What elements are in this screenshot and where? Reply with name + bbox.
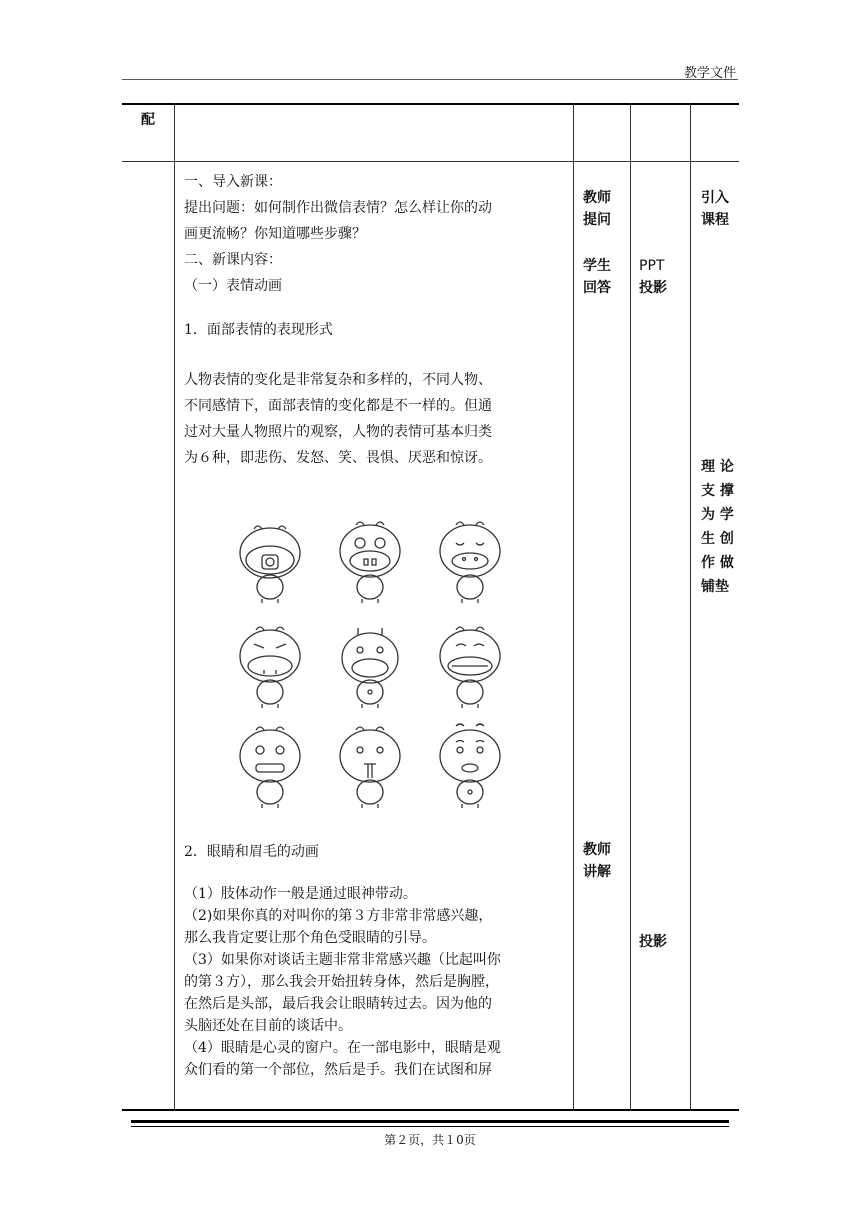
paragraph-line: 人物表情的变化是非常复杂和多样的，不同人物、 — [184, 372, 492, 388]
paragraph-line: （4）眼睛是心灵的窗户。在一部电影中，眼睛是观 — [184, 1040, 501, 1056]
paragraph-line: 众们看的第一个部位，然后是手。我们在试图和屏 — [184, 1062, 492, 1078]
table-top-border — [122, 103, 739, 105]
teacher-activity-ask — [583, 187, 611, 231]
column-divider — [690, 103, 691, 1111]
paragraph-line: 在然后是头部，最后我会让眼睛转过去。因为他的 — [184, 996, 492, 1012]
paragraph-line: （2)如果你真的对叫你的第３方非常非常感兴趣， — [184, 908, 493, 924]
subsection-heading-1: 1．面部表情的表现形式 — [184, 322, 333, 338]
hippo-sketch — [230, 515, 310, 605]
student-activity-line: 回答 — [583, 280, 611, 296]
row-divider — [122, 161, 739, 162]
hippo-sketch — [230, 720, 310, 810]
teacher-activity-line: 教师 — [583, 842, 611, 858]
intro-question-line1: 提出问题：如何制作出微信表情？怎么样让你的动 — [184, 200, 492, 216]
purpose-line: 支 撑 — [701, 483, 734, 499]
content-cell-lower — [184, 841, 569, 1081]
paragraph-line: 的第３方），那么我会开始扭转身体，然后是胸膛， — [184, 974, 499, 990]
purpose-line: 作 做 — [701, 555, 734, 571]
intro-question-line2: 画更流畅？你知道哪些步骤？ — [184, 226, 366, 242]
student-activity-answer — [583, 255, 611, 299]
teacher-activity-line: 提问 — [583, 212, 611, 228]
purpose-theory — [701, 455, 734, 599]
intro-heading: 一、导入新课： — [184, 174, 282, 190]
teacher-activity-explain — [583, 839, 611, 883]
hippo-expressions-figure — [225, 515, 515, 815]
column-divider — [630, 103, 631, 1111]
hippo-sketch — [430, 515, 510, 605]
paragraph-line: 为６种，即悲伤、发怒、笑、畏惧、厌恶和惊讶。 — [184, 450, 492, 466]
purpose-line: 理 论 — [701, 459, 734, 475]
hippo-sketch — [330, 720, 410, 810]
page-number: 第２页，共１0页 — [384, 1133, 476, 1147]
header-rule — [122, 79, 738, 80]
paragraph-line: 头脑还处在目前的谈话中。 — [184, 1018, 352, 1034]
document-header-title: 教学文件 — [683, 66, 736, 81]
media-line: 投影 — [639, 934, 667, 950]
media-ppt-projection — [639, 255, 667, 299]
purpose-line: 引入 — [701, 190, 729, 206]
media-projection — [639, 931, 667, 953]
media-line: 投影 — [639, 280, 667, 296]
row-label-pei: 配 — [141, 112, 155, 128]
hippo-sketch — [430, 720, 510, 810]
purpose-line: 为 学 — [701, 507, 734, 523]
purpose-intro — [701, 187, 729, 231]
media-line: PPT — [639, 258, 665, 274]
section-heading: （一）表情动画 — [184, 278, 282, 294]
paragraph-line: 不同感情下，面部表情的变化都是不一样的。但通 — [184, 398, 492, 414]
footer-rule-thin — [131, 1126, 729, 1127]
student-activity-line: 学生 — [583, 258, 611, 274]
table-bottom-border — [122, 1109, 739, 1111]
teacher-activity-line: 讲解 — [583, 864, 611, 880]
purpose-line: 课程 — [701, 212, 729, 228]
paragraph-line: （1）肢体动作一般是通过眼神带动。 — [184, 886, 417, 902]
new-lesson-heading: 二、新课内容： — [184, 252, 282, 268]
content-cell — [184, 171, 569, 469]
purpose-line: 铺垫 — [701, 579, 729, 595]
column-divider — [573, 103, 574, 1111]
subsection-heading-2: 2．眼睛和眉毛的动画 — [184, 844, 319, 860]
hippo-sketch — [430, 620, 510, 710]
teacher-activity-line: 教师 — [583, 190, 611, 206]
hippo-sketch — [330, 515, 410, 605]
hippo-sketch — [230, 620, 310, 710]
purpose-line: 生 创 — [701, 531, 734, 547]
footer-rule-thick — [131, 1120, 729, 1123]
paragraph-line: 那么我肯定要让那个角色受眼睛的引导。 — [184, 930, 436, 946]
hippo-sketch — [330, 620, 410, 710]
paragraph-line: 过对大量人物照片的观察，人物的表情可基本归类 — [184, 424, 492, 440]
column-divider — [174, 103, 175, 1111]
paragraph-line: （3）如果你对谈话主题非常非常感兴趣（比起叫你 — [184, 952, 501, 968]
